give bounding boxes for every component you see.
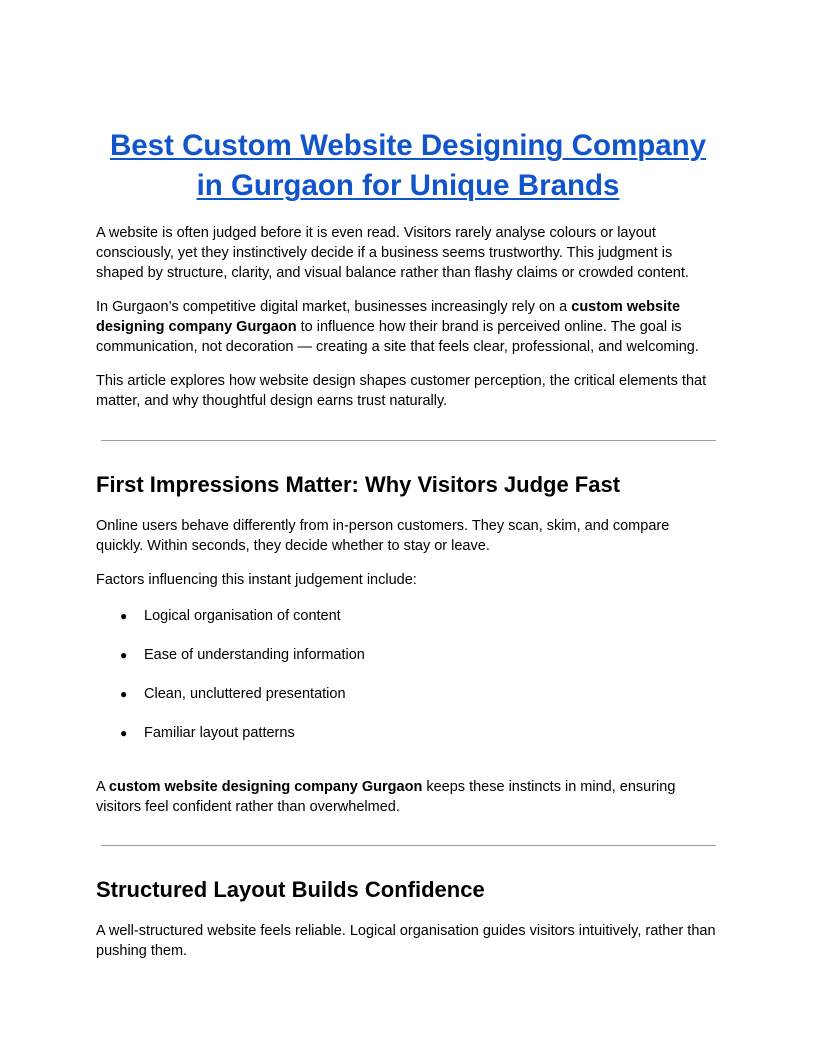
section-1-paragraph-1: Online users behave differently from in-person customers. They scan, skim, and compare quickly. Within seconds, they decide whether to stay or leave.	[96, 518, 670, 554]
page-title	[96, 126, 720, 206]
list-item	[96, 721, 720, 760]
bullet-icon: ●	[120, 726, 128, 740]
section-2-paragraph-1: A well-structured website feels reliable. Logical organisation guides visitors intuitively, rather than pushing them.	[96, 923, 716, 959]
bullet-icon: ●	[120, 687, 128, 701]
list-item-text: Clean, uncluttered presentation	[144, 686, 346, 702]
title-link[interactable]	[110, 129, 706, 202]
list-item	[96, 682, 720, 721]
list-item-text: Ease of understanding information	[144, 647, 365, 663]
section-1-p3-keyword: custom website designing company Gurgaon	[108, 779, 423, 795]
bullet-icon: ●	[120, 609, 128, 623]
list-item	[96, 604, 720, 643]
list-item-text: Logical organisation of content	[144, 608, 341, 624]
intro-p2-keyword: custom website designing company Gurgaon	[96, 299, 681, 335]
bullet-icon: ●	[120, 648, 128, 662]
section-1-p3-text-after: keeps these instincts in mind, ensuring visitors feel confident rather than overwhelmed.	[96, 779, 676, 815]
intro-p2-text-before: In Gurgaon’s competitive digital market, businesses increasingly rely on a	[96, 299, 572, 315]
intro-paragraph-2	[96, 297, 720, 357]
title-line-2: in Gurgaon for Unique Brands	[196, 169, 620, 202]
list-item	[96, 643, 720, 682]
title-line-1: Best Custom Website Designing Company	[109, 129, 707, 162]
section-2-heading: Structured Layout Builds Confidence	[96, 877, 485, 902]
section-1-p3-text-before: A	[96, 779, 109, 795]
intro-p2-text-after: to influence how their brand is perceived online. The goal is communication, not decoration — creating a site that feels clear, professional, and welcoming.	[96, 319, 699, 355]
section-divider-1	[101, 440, 716, 441]
list-item-text: Familiar layout patterns	[144, 725, 295, 741]
section-divider-2	[101, 845, 716, 846]
section-1-heading: First Impressions Matter: Why Visitors Judge Fast	[96, 472, 621, 497]
section-1-paragraph-2: Factors influencing this instant judgement include:	[96, 572, 417, 588]
section-1-paragraph-3	[96, 777, 720, 817]
intro-paragraph-3: This article explores how website design shapes customer perception, the critical elements that matter, and why thoughtful design earns trust naturally.	[96, 373, 707, 409]
intro-paragraph-1: A website is often judged before it is even read. Visitors rarely analyse colours or layout consciously, yet they instinctively decide if a business seems trustworthy. This judgment is shaped by structure, clarity, and visual balance rather than flashy claims or crowded content.	[96, 225, 689, 281]
factors-bullet-list	[96, 604, 720, 760]
